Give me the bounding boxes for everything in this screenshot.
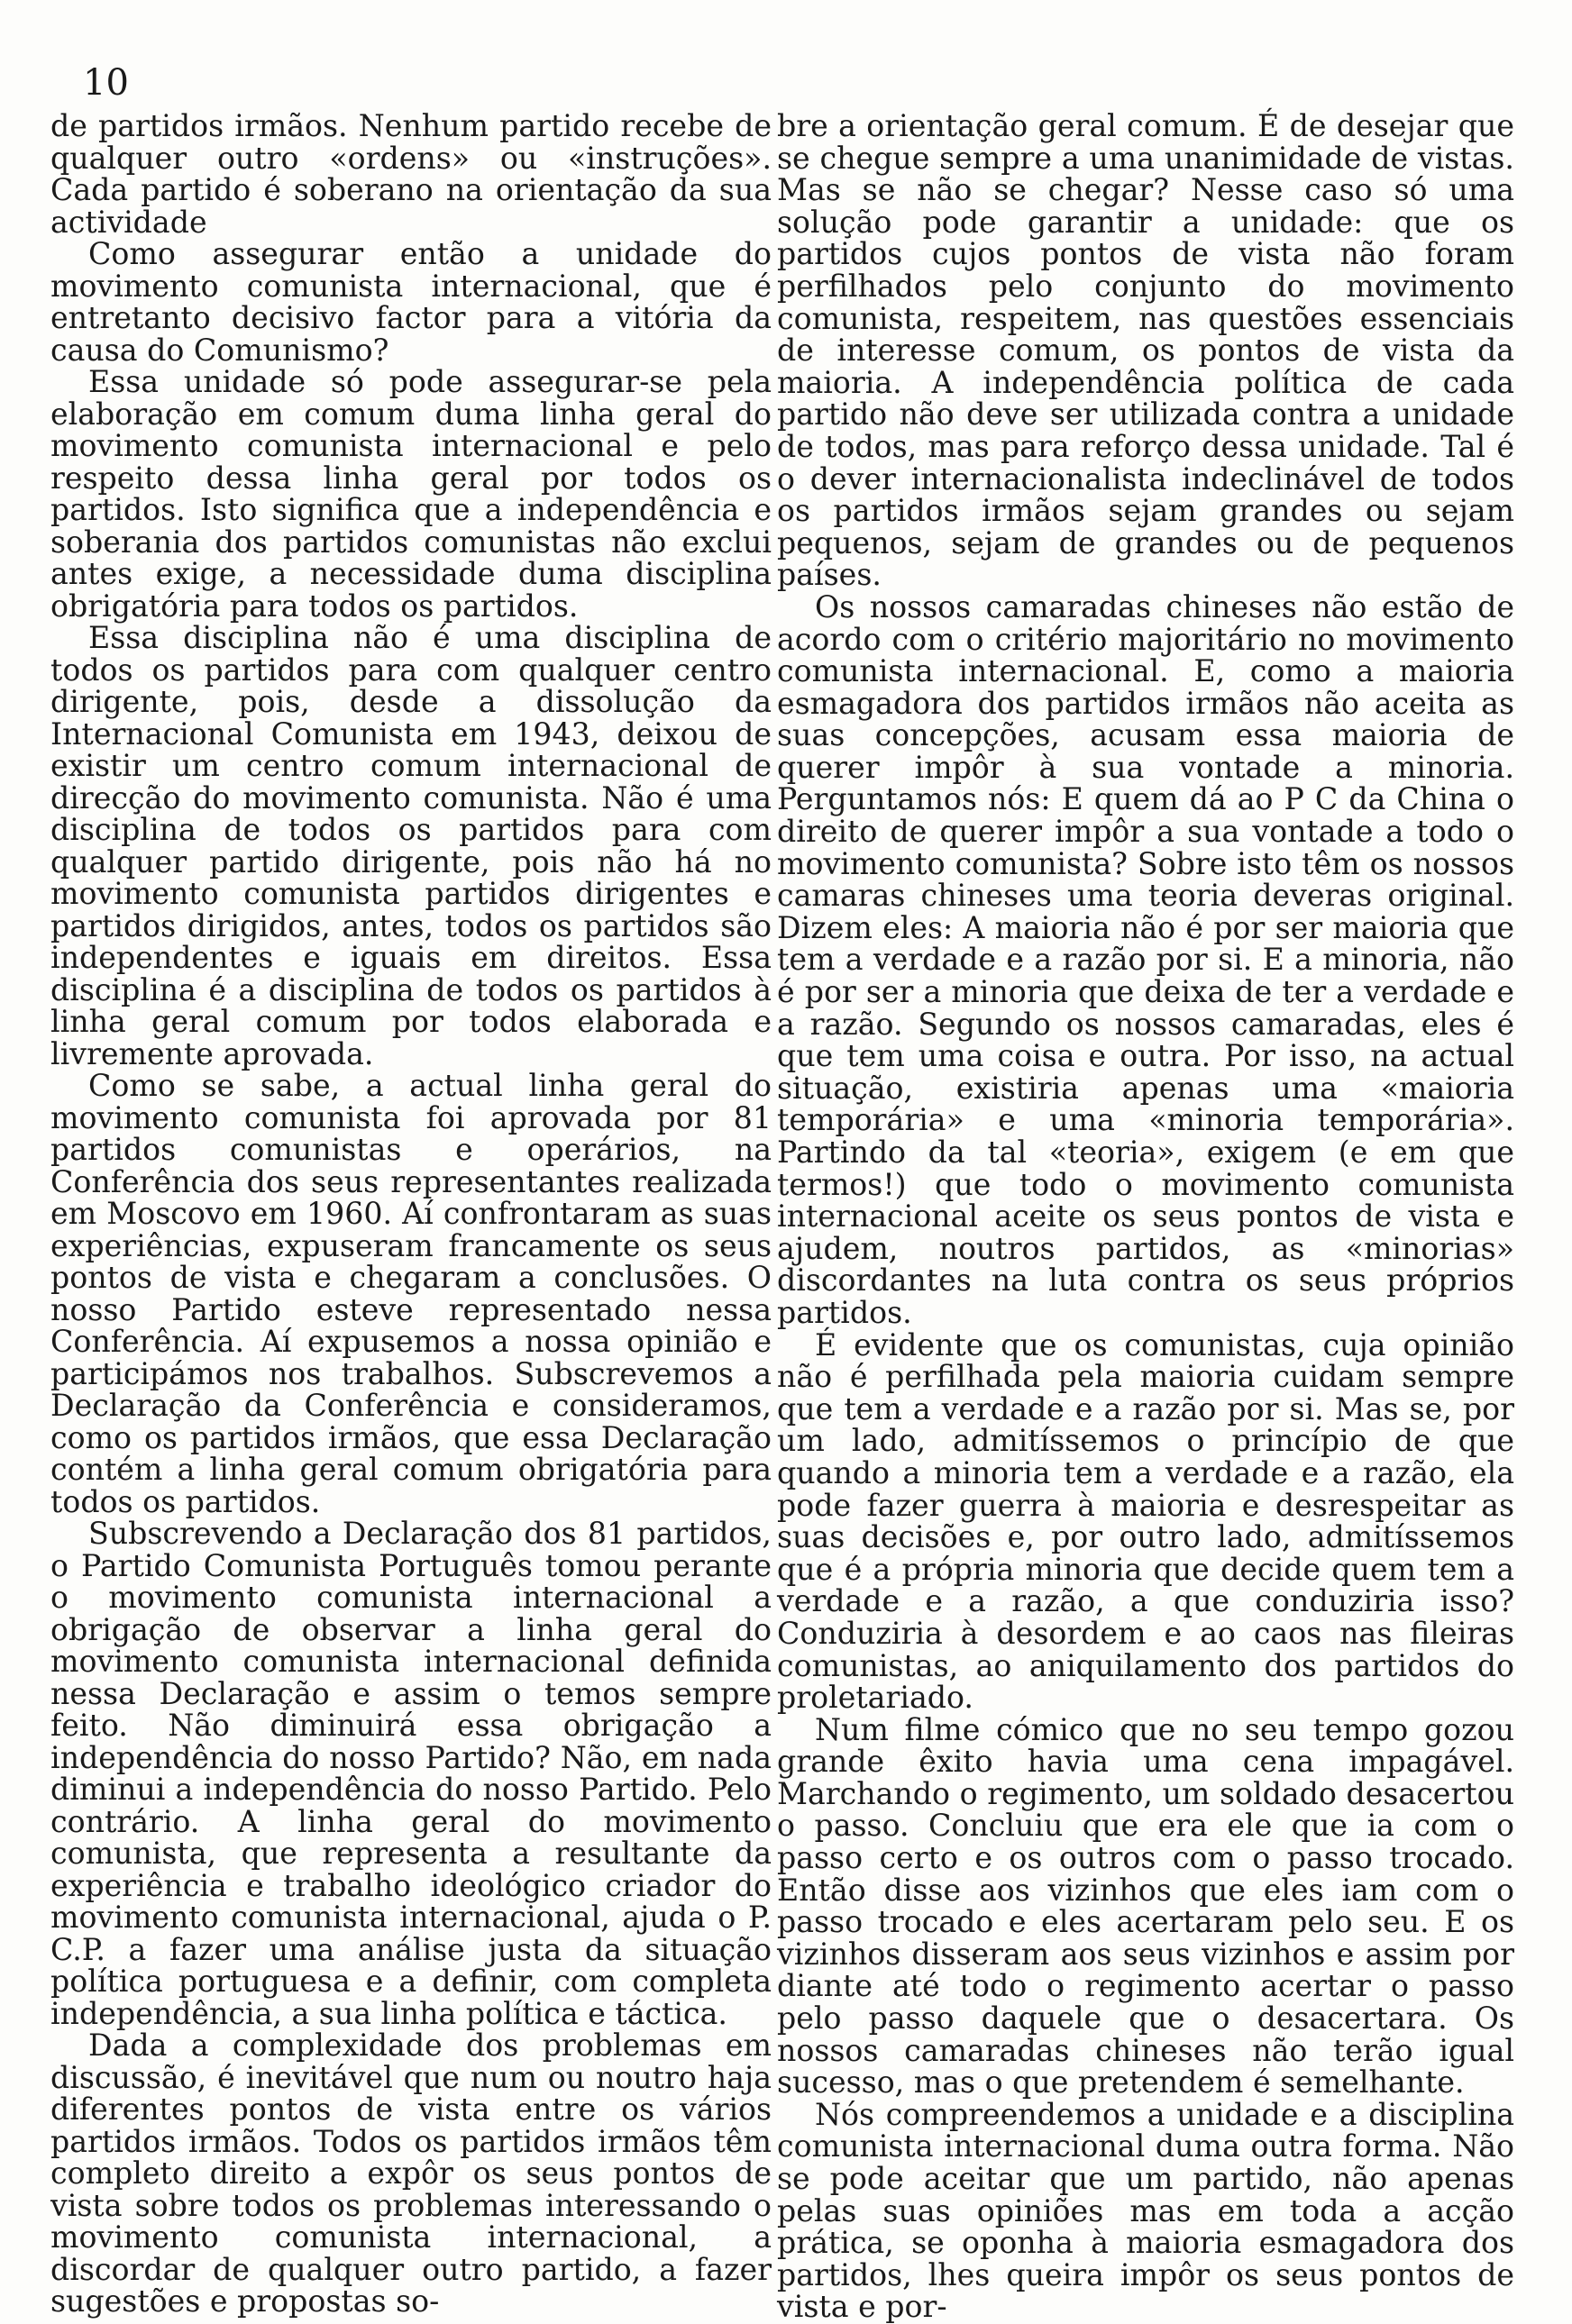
paragraph: É evidente que os comunistas, cuja opinião não é perfilhada pela maioria cuidam sempre que tem a verdade e a razão por si. Mas se, por um lado, admitíssemos o princípio de que quando a minoria tem a verdade e a razão, ela pode fazer guerra à maioria e desrespeitar as suas decisões e, por outro lado, admitíssemos que é a própria minoria que decide quem tem a verdade e a razão, a que conduziria isso? Conduziria à desordem e ao caos nas fileiras comunistas, ao aniquilamento dos partidos do proletariado. <box>777 1326 1514 1716</box>
left-column <box>50 110 772 2318</box>
paragraph: bre a orientação geral comum. É de desejar que se chegue sempre a uma unanimidade de vistas. Mas se não se chegar? Nesse caso só uma solução pode garantir a unidade: que os partidos cujos pontos de vista não foram perfilhados pelo conjunto do movimento comunista, respeitem, nas questões essenciais de interesse comum, os pontos de vista da maioria. A independência política de cada partido não deve ser utilizada contra a unidade de todos, mas para reforço dessa unidade. Tal é o dever internacionalista indeclinável de todos os partidos irmãos sejam grandes ou sejam pequenos, sejam de grandes ou de pequenos países. <box>777 108 1514 593</box>
paragraph: Nós compreendemos a unidade e a disciplina comunista internacional duma outra forma. Não se pode aceitar que um partido, não apenas pelas suas opiniões mas em toda a acção prática, se oponha à maioria esmagadora dos partidos, lhes queira impôr os seus pontos de vista e por- <box>777 2096 1514 2324</box>
paragraph: Subscrevendo a Declaração dos 81 partidos, o Partido Comunista Português tomou perante o movimento comunista internacional a obrigação de observar a linha geral do movimento comunista internacional definida nessa Declaração e assim o temos sempre feito. Não diminuirá essa obrigação a independência do nosso Partido? Não, em nada diminui a independência do nosso Partido. Pelo contrário. A linha geral do movimento comunista, que representa a resultante da experiência e trabalho ideológico criador do movimento comunista internacional, ajuda o P. C.P. a fazer uma análise justa da situação política portuguesa e a definir, com completa independência, a sua linha política e táctica. <box>50 1516 772 2031</box>
paragraph: de partidos irmãos. Nenhum partido recebe de qualquer outro «ordens» ou «instruções». Cada partido é soberano na orientação da sua actividade <box>50 108 772 240</box>
page-number: 10 <box>83 62 129 104</box>
paragraph: Como assegurar então a unidade do movimento comunista internacional, que é entretanto decisivo factor para a vitória da causa do Comunismo? <box>50 236 772 368</box>
paragraph: Num filme cómico que no seu tempo gozou grande êxito havia uma cena impagável. Marchando o regimento, um soldado desacertou o passo. Concluiu que era ele que ia com o passo certo e os outros com o passo trocado. Então disse aos vizinhos que eles iam com o passo trocado e eles acertaram pelo seu. E os vizinhos disseram aos seus vizinhos e assim por diante até todo o regimento acertar o passo pelo passo daquele que o desacertara. Os nossos camaradas chineses não terão igual sucesso, mas o que pretendem é semelhante. <box>777 1711 1514 2101</box>
paragraph: Essa disciplina não é uma disciplina de todos os partidos para com qualquer centro dirigente, pois, desde a dissolução da Internacional Comunista em 1943, deixou de existir um centro comum internacional de direcção do movimento comunista. Não é uma disciplina de todos os partidos para com qualquer partido dirigente, pois não há no movimento comunista partidos dirigentes e partidos dirigidos, antes, todos os partidos são independentes e iguais em direitos. Essa disciplina é a disciplina de todos os partidos à linha geral comum por todos elaborada e livremente aprovada. <box>50 620 772 1071</box>
right-column <box>777 110 1514 2323</box>
paragraph: Dada a complexidade dos problemas em discussão, é inevitável que num ou noutro haja diferentes pontos de vista entre os vários partidos irmãos. Todos os partidos irmãos têm completo direito a expôr os seus pontos de vista sobre todos os problemas interessando o movimento comunista internacional, a discordar de qualquer outro partido, a fazer sugestões e propostas so- <box>50 2028 772 2319</box>
paragraph: Como se sabe, a actual linha geral do movimento comunista foi aprovada por 81 partidos comunistas e operários, na Conferência dos seus representantes realizada em Moscovo em 1960. Aí confrontaram as suas experiências, expuseram francamente os seus pontos de vista e chegaram a conclusões. O nosso Partido esteve representado nessa Conferência. Aí expusemos a nossa opinião e participámos nos trabalhos. Subscrevemos a Declaração da Conferência e consideramos, como os partidos irmãos, que essa Declaração contém a linha geral comum obrigatória para todos os partidos. <box>50 1068 772 1519</box>
paragraph: Os nossos camaradas chineses não estão de acordo com o critério majoritário no movimento comunista internacional. E, como a maioria esmagadora dos partidos irmãos não aceita as suas concepções, acusam essa maioria de querer impôr à sua vontade a minoria. Perguntamos nós: E quem dá ao P C da China o direito de querer impôr a sua vontade a todo o movimento comunista? Sobre isto têm os nossos camaras chineses uma teoria deveras original. Dizem eles: A maioria não é por ser maioria que tem a verdade e a razão por si. E a minoria, não é por ser a minoria que deixa de ter a verdade e a razão. Segundo os nossos camaradas, eles é que tem uma coisa e outra. Por isso, na actual situação, existiria apenas uma «maioria temporária» e uma «minoria temporária». Partindo da tal «teoria», exigem (e em que termos!) que todo o movimento comunista internacional aceite os seus pontos de vista e ajudem, noutros partidos, as «minorias» discordantes na luta contra os seus próprios partidos. <box>777 588 1514 1330</box>
paragraph: Essa unidade só pode assegurar-se pela elaboração em comum duma linha geral do movimento comunista internacional e pelo respeito dessa linha geral por todos os partidos. Isto significa que a independência e soberania dos partidos comunistas não exclui antes exige, a necessidade duma disciplina obrigatória para todos os partidos. <box>50 364 772 624</box>
